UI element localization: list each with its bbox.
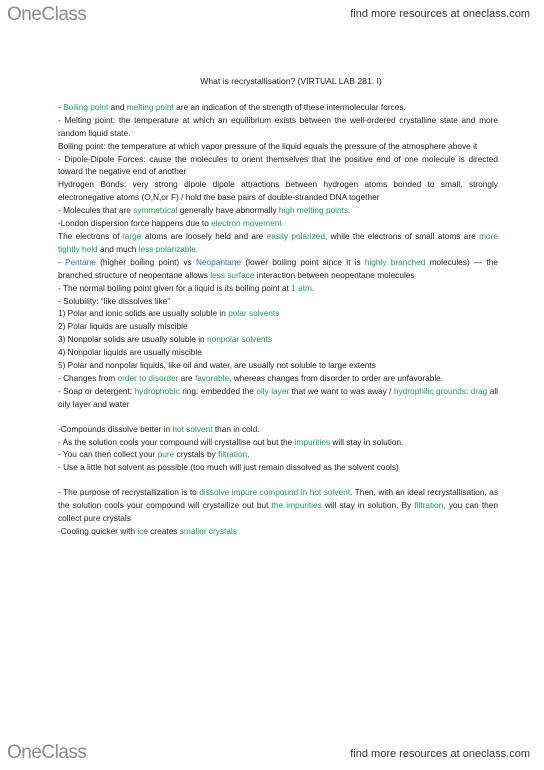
text-run: -Compounds dissolve better in (58, 423, 173, 434)
paragraph (58, 461, 498, 474)
text-run: - The normal boiling point given for a liquid is its boiling point at (58, 282, 292, 293)
highlighted-term: hydrophilic grounds (393, 385, 466, 396)
highlighted-term: hot solvent (172, 423, 213, 434)
text-run: all oily layer and water (58, 385, 498, 409)
text-run: - Melting point: the temperature at which an equilibrium exists between the well-ordered crystalline state and more random liquid state. (58, 114, 498, 138)
text-run: , you can then collect pure crystals (58, 500, 498, 524)
highlighted-term: impurities (294, 436, 331, 447)
text-run: Hydrogen Bonds: very strong dipole dipole attractions between hydrogen atoms bonded to small, strongly electronegative atoms (O,N,or F) / hold the base pairs of double-stranded DNA together (58, 179, 498, 203)
text-run: Boiling point: the temperature at which vapor pressure of the liquid equals the pressure of the atmosphere above it (58, 140, 478, 151)
page-header (0, 0, 544, 28)
text-run: -Cooling quicker with (58, 526, 138, 536)
oneclass-logo[interactable]: OneClass (7, 4, 87, 25)
text-run: - Molecules that are (58, 205, 134, 216)
highlighted-term: large (122, 230, 142, 241)
text-run: . (247, 449, 250, 460)
text-run: 4) Nonpolar liquids are usually miscible (58, 347, 202, 358)
oneclass-logo-footer[interactable]: OneClass (7, 742, 87, 763)
text-run: - As the solution cools your compound will crystallise out but the (58, 436, 295, 447)
paragraph (58, 333, 498, 346)
text-run: (higher boiling point) vs (95, 256, 196, 267)
highlighted-term: favorable (194, 372, 230, 383)
highlighted-term: ice (137, 526, 148, 536)
highlighted-term: drag (470, 385, 488, 396)
text-run: 2) Polar liquids are usually miscible (58, 321, 188, 332)
text-run: that we want to was away / (289, 385, 394, 396)
highlighted-term: highly branched (364, 256, 426, 267)
highlighted-term: melting point (126, 101, 174, 112)
paragraph (58, 204, 498, 217)
text-run: - You can then collect your (58, 449, 158, 460)
text-run: : (465, 385, 471, 396)
paragraph (58, 320, 498, 333)
paragraph (58, 525, 498, 538)
text-run: , while the electrons of small atoms are (325, 230, 480, 241)
text-run: ring: embedded the (179, 385, 257, 396)
text-run: molecules) — the branched structure of neopentane allows (58, 256, 498, 280)
highlighted-term: filtration (218, 449, 248, 460)
document-paragraphs (58, 101, 498, 538)
highlighted-term: smaller crystals (179, 526, 237, 536)
text-run: - Changes from (58, 372, 118, 383)
highlighted-term: nonpolar solvents (206, 334, 273, 345)
paragraph (58, 282, 498, 295)
text-run: atoms are loosely held and are (141, 230, 267, 241)
text-run: . Then, with an ideal recrystallisation, as the solution cools your compound will crystallize out but (58, 487, 498, 511)
text-run: creates (147, 526, 180, 536)
highlighted-term: easily polarized (266, 230, 326, 241)
text-run: are an indication of the strength of these intermolecular forces. (173, 101, 406, 112)
highlighted-term: more tightly held (58, 230, 498, 254)
text-run: crystals by (174, 449, 219, 460)
text-run: and (108, 101, 127, 112)
paragraph (58, 114, 498, 140)
text-run: 3) Nonpolar solids are usually soluble in (58, 334, 207, 345)
text-run: interaction between neopentane molecules (254, 269, 415, 280)
paragraph-spacer (58, 474, 498, 486)
paragraph (58, 307, 498, 320)
highlighted-term: filtration (414, 500, 444, 511)
paragraph (58, 346, 498, 359)
paragraph-spacer (58, 411, 498, 423)
paragraph (58, 178, 498, 204)
text-run: will stay in solution. By (321, 500, 415, 511)
paragraph (58, 295, 498, 308)
highlighted-term: 1 atm (291, 282, 312, 293)
paragraph (58, 101, 498, 114)
highlighted-term: order to disorder (117, 372, 179, 383)
highlighted-term: hydrophobic (134, 385, 180, 396)
highlighted-term: dissolve impure compound in hot solvent (199, 487, 350, 498)
paragraph (58, 372, 498, 385)
highlighted-term: less surface (210, 269, 255, 280)
highlighted-term: Pentane (65, 256, 96, 267)
text-run: . (311, 282, 315, 293)
paragraph (58, 448, 498, 461)
document-title: What is recrystallisation? (VIRTUAL LAB 281. I) (200, 76, 382, 86)
text-run: - The purpose of recrystallization is to (58, 487, 200, 498)
text-run: - (58, 101, 64, 112)
highlighted-term: less polarizable (138, 243, 196, 254)
text-run: -London dispersion force happens due to (58, 218, 212, 229)
text-run: - (58, 256, 65, 267)
text-run: (lower boiling point since it is (241, 256, 365, 267)
text-run: - Solubility: “like dissolves like” (58, 295, 171, 306)
highlighted-term: oily layer (256, 385, 290, 396)
highlighted-term: Neopantane (195, 256, 242, 267)
text-run: The electrons of (58, 230, 123, 241)
text-run: 5) Polar and nonpolar liquids, like oil and water, are usually not soluble to large extents (58, 360, 376, 371)
page-footer (0, 740, 544, 770)
document-body (58, 75, 498, 538)
text-run: , whereas changes from disorder to order are unfavorable. (229, 372, 444, 383)
paragraph (58, 217, 498, 230)
resources-link[interactable]: find more resources at oneclass.com (350, 8, 530, 20)
paragraph (58, 256, 498, 282)
highlighted-term: Boiling point (63, 101, 109, 112)
text-run: - Use a little hot solvent as possible (too much will just remain dissolved as the solvent cools) (58, 462, 399, 473)
highlighted-term: symmetrical (133, 205, 178, 216)
text-run: generally have abnormally (177, 205, 279, 216)
text-run: than in cold. (212, 423, 260, 434)
text-run: and much (97, 243, 139, 254)
paragraph (58, 423, 498, 436)
text-run: - Dipole-Dipole Forces: cause the molecules to orient themselves that the positive end of one molecule is directed toward the negative end of another (58, 153, 498, 177)
highlighted-term: polar solvents (228, 308, 280, 319)
paragraph (58, 230, 498, 256)
highlighted-term: high melting points. (278, 205, 351, 216)
text-run: 1) Polar and ionic solids are usually soluble in (58, 308, 229, 319)
paragraph (58, 385, 498, 411)
resources-link-footer[interactable]: find more resources at oneclass.com (350, 748, 530, 760)
paragraph (58, 359, 498, 372)
highlighted-term: electron movement (211, 218, 282, 229)
paragraph (58, 436, 498, 449)
highlighted-term: pure (157, 449, 175, 460)
text-run: will stay in solution. (330, 436, 404, 447)
paragraph (58, 153, 498, 179)
paragraph (58, 140, 498, 153)
text-run: - Soap or detergent: (58, 385, 135, 396)
paragraph (58, 486, 498, 525)
text-run: are (178, 372, 195, 383)
text-run: . (195, 243, 199, 254)
highlighted-term: the impurities (271, 500, 322, 511)
